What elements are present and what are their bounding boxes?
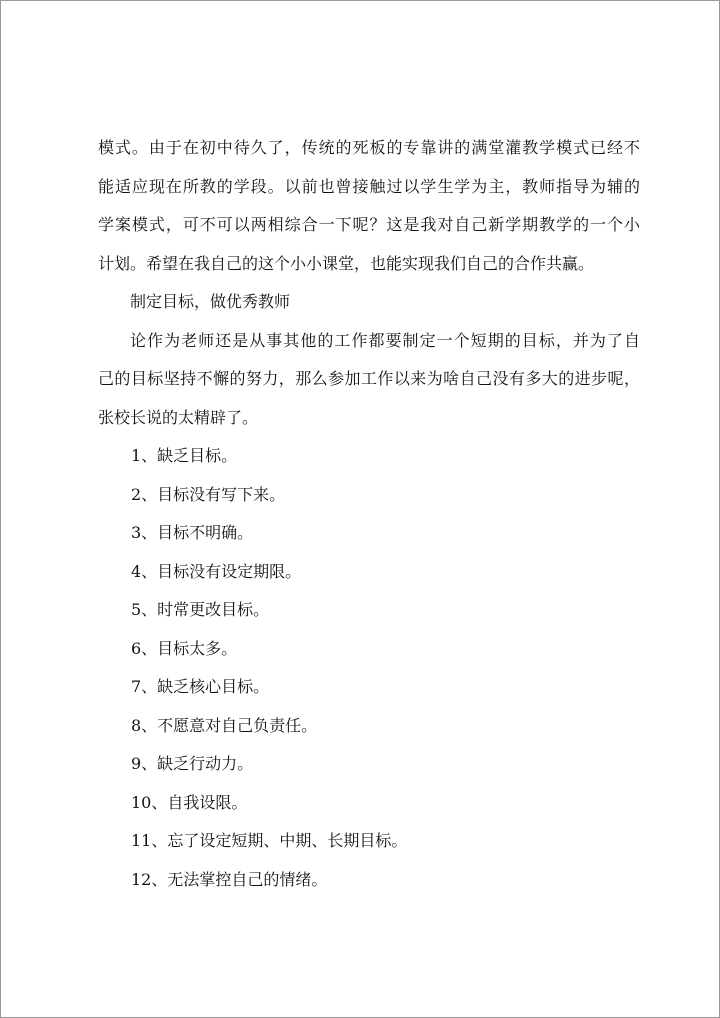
list-item: 5、时常更改目标。 (131, 600, 270, 619)
paragraph-line: 计划。希望在我自己的这个小小课堂，也能实现我们自己的合作共赢。 (98, 253, 595, 273)
paragraph-line: 能适应现在所教的学段。以前也曾接触过以学生学为主，教师指导为辅的 (98, 176, 640, 196)
paragraph-line: 模式。由于在初中待久了，传统的死板的专靠讲的满堂灌教学模式已经不 (98, 138, 640, 157)
list-item: 6、目标太多。 (131, 638, 238, 658)
list-item: 10、自我设限。 (131, 792, 248, 812)
list-item: 3、目标不明确。 (131, 523, 254, 542)
list-item: 9、缺乏行动力。 (131, 754, 254, 773)
list-item: 2、目标没有写下来。 (131, 484, 286, 504)
goal-failure-list (98, 437, 640, 899)
paragraph-line: 己的目标坚持不懈的努力，那么参加工作以来为啥自己没有多大的进步呢， (98, 369, 640, 388)
section-heading-text: 制定目标，做优秀教师 (130, 292, 291, 311)
list-item: 8、不愿意对自己负责任。 (131, 715, 318, 735)
paragraph-teaching-mode (98, 129, 640, 283)
list-item: 1、缺乏目标。 (131, 446, 238, 465)
list-item: 11、忘了设定短期、中期、长期目标。 (131, 831, 408, 850)
paragraph-goals (98, 322, 640, 438)
list-item: 7、缺乏核心目标。 (131, 677, 270, 696)
list-item: 12、无法掌控自己的情绪。 (131, 869, 328, 889)
paragraph-line: 张校长说的太精辟了。 (98, 407, 259, 427)
list-item: 4、目标没有设定期限。 (131, 561, 302, 581)
section-heading (98, 283, 640, 322)
document-body (98, 129, 640, 899)
paragraph-line: 论作为老师还是从事其他的工作都要制定一个短期的目标，并为了自 (130, 330, 640, 350)
paragraph-line: 学案模式，可不可以两相综合一下呢？这是我对自己新学期教学的一个小 (98, 215, 640, 234)
